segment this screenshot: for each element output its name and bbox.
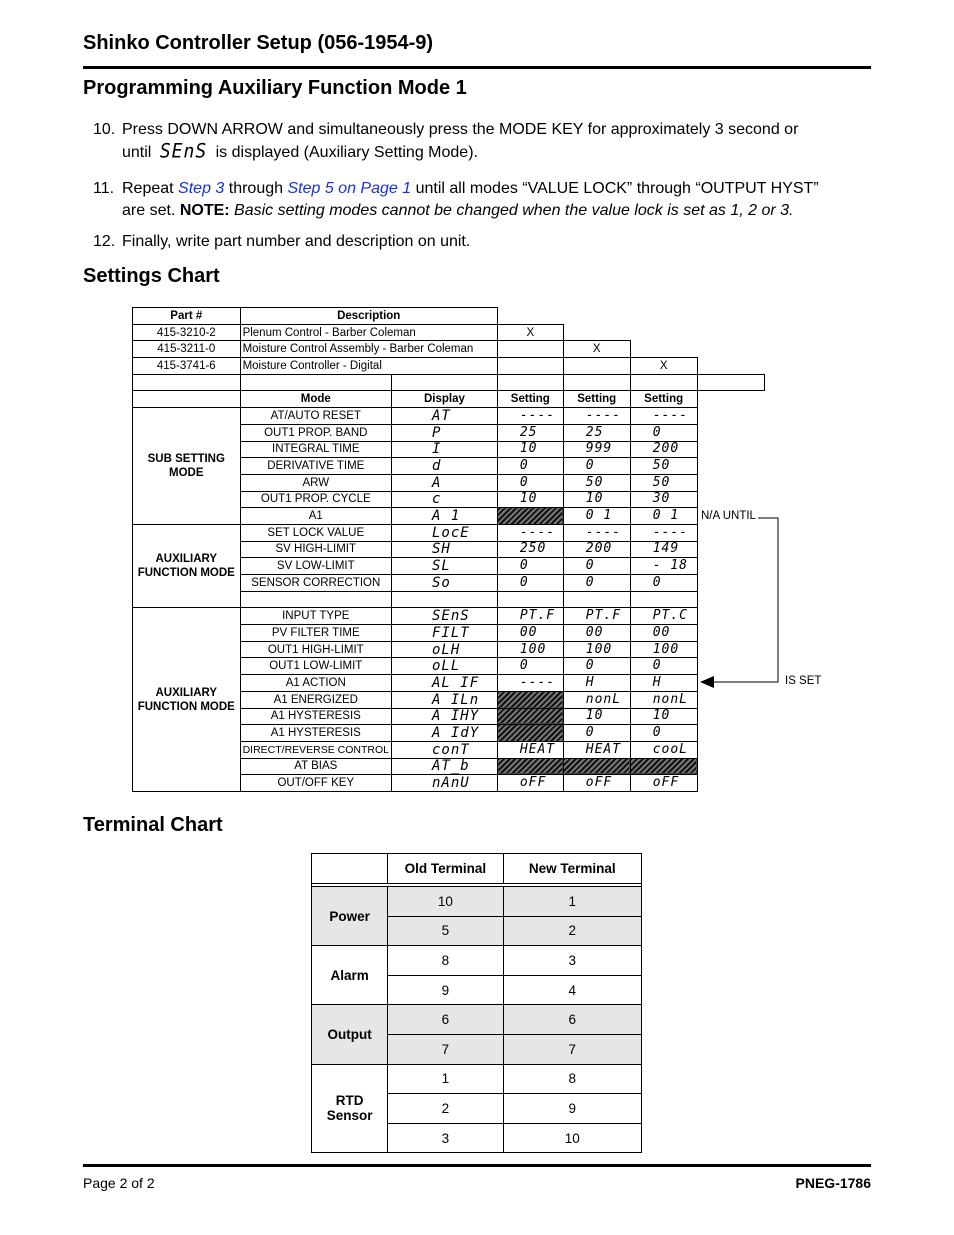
display-code: nAnU [392, 775, 498, 792]
display-code: oLH [392, 641, 498, 658]
setting-2: 999 [563, 441, 630, 458]
terminal-group-label: Output [312, 1005, 388, 1064]
new-terminal: 10 [503, 1123, 641, 1153]
setting-1: 00 [497, 625, 563, 642]
display-code: AT [392, 408, 498, 425]
part-mark: X [497, 324, 563, 341]
new-terminal: 8 [503, 1064, 641, 1094]
setting-2: 00 [563, 625, 630, 642]
setting-3: cooL [630, 741, 697, 758]
desc-header: Description [240, 308, 497, 325]
display-code: SH [392, 541, 498, 558]
new-terminal: 1 [503, 887, 641, 917]
new-terminal: 9 [503, 1094, 641, 1124]
setting-3 [630, 758, 697, 775]
setting-1: 0 [497, 458, 563, 475]
display-code: I [392, 441, 498, 458]
setting-3: 0 [630, 658, 697, 675]
bracket-arrow [690, 510, 790, 690]
old-terminal: 7 [388, 1034, 503, 1064]
settings-chart [132, 307, 765, 792]
top-rule [83, 66, 871, 69]
setting-1: ---- [497, 524, 563, 541]
new-terminal: 4 [503, 975, 641, 1005]
setting-2: 0 [563, 575, 630, 592]
step-text: Repeat Step 3 through Step 5 on Page 1 until all modes “VALUE LOCK” through “OUTPUT HYST” are set. NOTE: Basic setting modes cannot be changed when the value lock is set as 1, 2 or 3. [122, 180, 819, 219]
setting-2: H [563, 675, 630, 692]
old-terminal: 10 [388, 887, 503, 917]
page-number: Page 2 of 2 [83, 1175, 155, 1191]
mode-label: SET LOCK VALUE [240, 524, 391, 541]
setting-2: 200 [563, 541, 630, 558]
setting-1 [497, 725, 563, 742]
step-number: 11. [93, 180, 115, 197]
setting-3: ---- [630, 408, 697, 425]
setting-1: 100 [497, 641, 563, 658]
display-code: A [392, 474, 498, 491]
setting-1: 25 [497, 424, 563, 441]
setting-3: 0 [630, 725, 697, 742]
setting-1: 10 [497, 491, 563, 508]
part-mark: X [563, 341, 630, 358]
part-mark: X [630, 358, 697, 375]
setting-3: nonL [630, 691, 697, 708]
setting-1: 0 [497, 558, 563, 575]
setting-2: 25 [563, 424, 630, 441]
setting-1: oFF [497, 775, 563, 792]
mode-label: A1 HYSTERESIS [240, 708, 391, 725]
mode-label: DIRECT/REVERSE CONTROL [240, 741, 391, 758]
setting-2: HEAT [563, 741, 630, 758]
setting-1: HEAT [497, 741, 563, 758]
doc-number: PNEG-1786 [795, 1175, 871, 1191]
mode-label: OUT1 PROP. CYCLE [240, 491, 391, 508]
new-terminal: 2 [503, 916, 641, 946]
display-code: conT [392, 741, 498, 758]
setting-1 [497, 691, 563, 708]
section-title-terminal: Terminal Chart [83, 814, 223, 836]
mode-label: PV FILTER TIME [240, 625, 391, 642]
step-text: Press DOWN ARROW and simultaneously press the MODE KEY for approximately 3 second or until SEnS is displayed (Auxiliary Setting Mode). [122, 121, 799, 163]
group-label: AUXILIARY FUNCTION MODE [133, 524, 241, 607]
display-code: c [392, 491, 498, 508]
setting-1: 250 [497, 541, 563, 558]
display-code: A 1 [392, 508, 498, 525]
setting-1: 0 [497, 658, 563, 675]
part-number: 415-3741-6 [133, 358, 241, 375]
part-number: 415-3211-0 [133, 341, 241, 358]
mode-label: INPUT TYPE [240, 608, 391, 625]
col-setting-3: Setting [630, 391, 697, 408]
setting-2: 50 [563, 474, 630, 491]
part-description: Moisture Controller - Digital [240, 358, 497, 375]
group-label: SUB SETTING MODE [133, 408, 241, 525]
mode-label: OUT1 HIGH-LIMIT [240, 641, 391, 658]
display-code: So [392, 575, 498, 592]
setting-1: PT.F [497, 608, 563, 625]
setting-3: 100 [630, 641, 697, 658]
link-step-3[interactable]: Step 3 [178, 180, 225, 197]
old-terminal: 3 [388, 1123, 503, 1153]
note-is-set: IS SET [785, 675, 822, 687]
display-code: A ILn [392, 691, 498, 708]
display-code: d [392, 458, 498, 475]
setting-3: H [630, 675, 697, 692]
col-setting-2: Setting [563, 391, 630, 408]
setting-1 [497, 708, 563, 725]
step-10 [93, 119, 873, 164]
display-sens: SEnS [159, 139, 208, 163]
old-terminal: 2 [388, 1094, 503, 1124]
setting-3: PT.C [630, 608, 697, 625]
mode-label: A1 ACTION [240, 675, 391, 692]
setting-3: 149 [630, 541, 697, 558]
setting-2: 0 [563, 658, 630, 675]
step-text: Finally, write part number and description on unit. [122, 233, 471, 250]
col-new-terminal: New Terminal [503, 854, 641, 884]
section-title-aux-mode: Programming Auxiliary Function Mode 1 [83, 77, 467, 99]
new-terminal: 6 [503, 1005, 641, 1035]
setting-3: ---- [630, 524, 697, 541]
mode-label: INTEGRAL TIME [240, 441, 391, 458]
step-12 [93, 231, 873, 253]
new-terminal: 7 [503, 1034, 641, 1064]
mode-label: OUT1 LOW-LIMIT [240, 658, 391, 675]
part-header: Part # [133, 308, 241, 325]
old-terminal: 5 [388, 916, 503, 946]
display-code: SEnS [392, 608, 498, 625]
mode-label: SV LOW-LIMIT [240, 558, 391, 575]
old-terminal: 9 [388, 975, 503, 1005]
setting-3: 0 [630, 424, 697, 441]
display-code: LocE [392, 524, 498, 541]
setting-1: ---- [497, 408, 563, 425]
old-terminal: 8 [388, 946, 503, 976]
col-mode: Mode [240, 391, 391, 408]
display-code: oLL [392, 658, 498, 675]
step-11 [93, 178, 873, 222]
terminal-group-label: Alarm [312, 946, 388, 1005]
setting-3: 30 [630, 491, 697, 508]
mode-label: SENSOR CORRECTION [240, 575, 391, 592]
mode-label: AT BIAS [240, 758, 391, 775]
mode-label: DERIVATIVE TIME [240, 458, 391, 475]
setting-3: 50 [630, 474, 697, 491]
setting-2: 10 [563, 491, 630, 508]
link-step-5[interactable]: Step 5 on Page 1 [287, 180, 412, 197]
setting-2: 0 [563, 558, 630, 575]
setting-3: 50 [630, 458, 697, 475]
setting-3: 200 [630, 441, 697, 458]
setting-2: ---- [563, 408, 630, 425]
setting-1 [497, 758, 563, 775]
display-code: P [392, 424, 498, 441]
terminal-group-label: RTD Sensor [312, 1064, 388, 1153]
new-terminal: 3 [503, 946, 641, 976]
page-title: Shinko Controller Setup (056-1954-9) [83, 32, 434, 54]
display-code: AT_b [392, 758, 498, 775]
setting-2: 0 [563, 725, 630, 742]
part-number: 415-3210-2 [133, 324, 241, 341]
setting-3: - 18 [630, 558, 697, 575]
display-code: AL IF [392, 675, 498, 692]
old-terminal: 6 [388, 1005, 503, 1035]
mode-label: OUT1 PROP. BAND [240, 424, 391, 441]
mode-label: ARW [240, 474, 391, 491]
bottom-rule [83, 1164, 871, 1167]
setting-2: 10 [563, 708, 630, 725]
part-description: Moisture Control Assembly - Barber Coleman [240, 341, 497, 358]
section-title-settings: Settings Chart [83, 265, 220, 287]
display-code: A IHY [392, 708, 498, 725]
mode-label: OUT/OFF KEY [240, 775, 391, 792]
setting-2: oFF [563, 775, 630, 792]
setting-1 [497, 508, 563, 525]
col-setting-1: Setting [497, 391, 563, 408]
old-terminal: 1 [388, 1064, 503, 1094]
note-na-until: N/A UNTIL [701, 510, 756, 522]
display-code: SL [392, 558, 498, 575]
step-number: 10. [93, 121, 116, 138]
mode-label: AT/AUTO RESET [240, 408, 391, 425]
setting-2: nonL [563, 691, 630, 708]
setting-1: ---- [497, 675, 563, 692]
col-display: Display [392, 391, 498, 408]
part-description: Plenum Control - Barber Coleman [240, 324, 497, 341]
step-number: 12. [93, 233, 116, 250]
mode-label: A1 [240, 508, 391, 525]
display-code: A IdY [392, 725, 498, 742]
setting-2: 100 [563, 641, 630, 658]
terminal-group-label: Power [312, 887, 388, 946]
setting-2: 0 [563, 458, 630, 475]
setting-1: 0 [497, 474, 563, 491]
setting-2: ---- [563, 524, 630, 541]
setting-2: 0 1 [563, 508, 630, 525]
setting-1: 0 [497, 575, 563, 592]
col-old-terminal: Old Terminal [388, 854, 503, 884]
setting-3: 00 [630, 625, 697, 642]
setting-3: 10 [630, 708, 697, 725]
setting-3: 0 [630, 575, 697, 592]
display-code: FILT [392, 625, 498, 642]
mode-label: A1 ENERGIZED [240, 691, 391, 708]
terminal-chart [311, 853, 642, 1153]
setting-3: oFF [630, 775, 697, 792]
mode-label: SV HIGH-LIMIT [240, 541, 391, 558]
setting-3: 0 1 [630, 508, 697, 525]
setting-1: 10 [497, 441, 563, 458]
setting-2: PT.F [563, 608, 630, 625]
setting-2 [563, 758, 630, 775]
mode-label: A1 HYSTERESIS [240, 725, 391, 742]
group-label: AUXILIARY FUNCTION MODE [133, 608, 241, 792]
